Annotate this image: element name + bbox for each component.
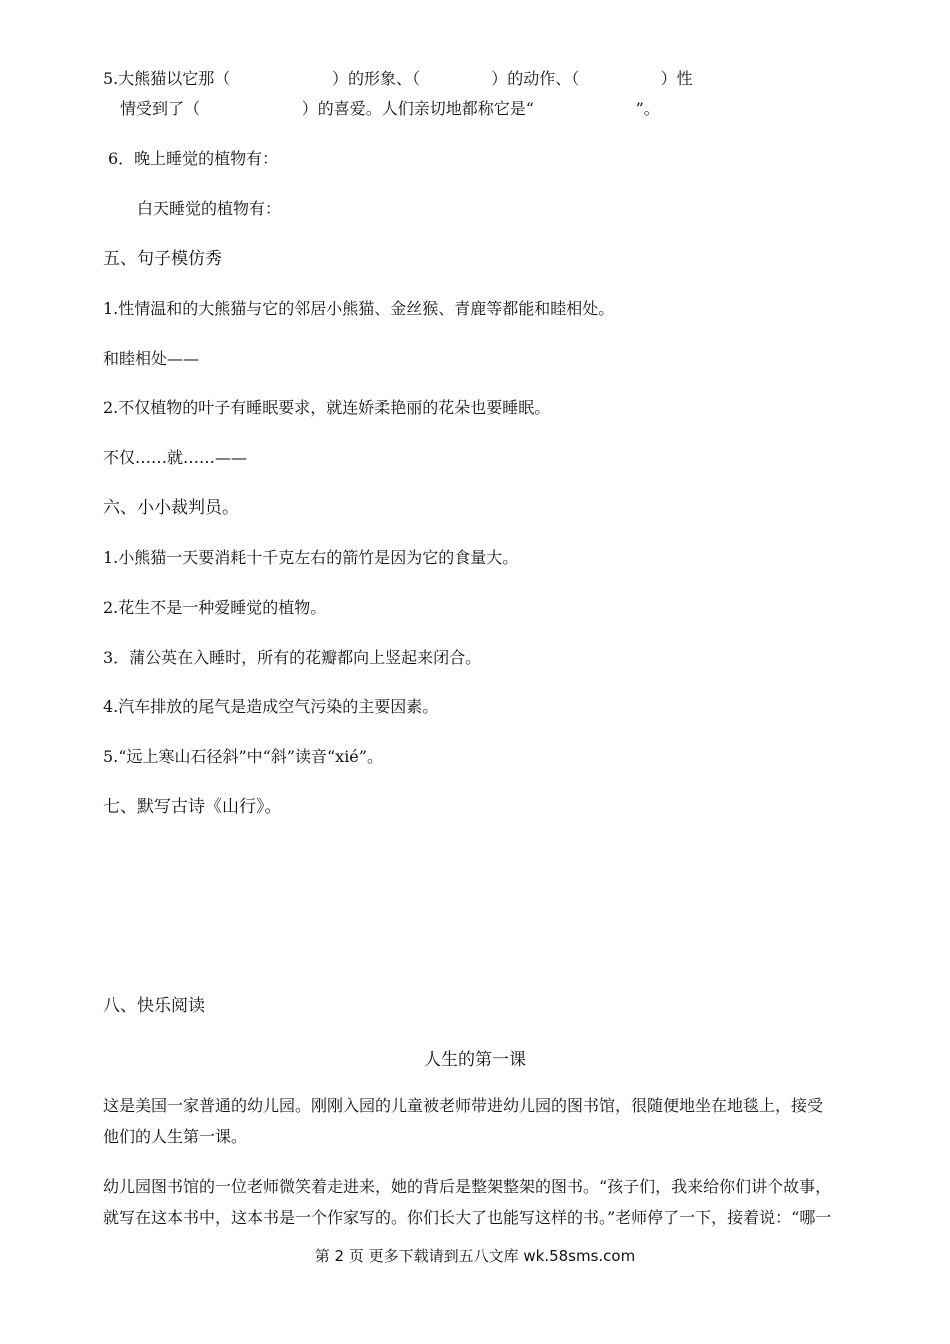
section8-heading: 八、快乐阅读 xyxy=(103,996,205,1016)
s5-sentence2: 2.不仅植物的叶子有睡眠要求，就连娇柔艳丽的花朵也要睡眠。 xyxy=(103,398,551,417)
q4-item6-day: 白天睡觉的植物有： xyxy=(137,199,282,218)
s6-item-5: 5.“远上寒山石径斜”中“斜”读音“xié”。 xyxy=(103,747,383,766)
reading-p2-line2: 就写在这本书中，这本书是一个作家写的。你们长大了也能写这样的书。”老师停了一下，接着说：“哪一 xyxy=(103,1208,832,1227)
q4-item5-line2: 情受到了（ ）的喜爱。人们亲切地都称它是“ ”。 xyxy=(120,99,660,118)
reading-title: 人生的第一课 xyxy=(424,1050,526,1070)
q4-item5-line1: 5.大熊猫以它那（ ）的形象、（ ）的动作、（ ）性 xyxy=(103,69,693,88)
reading-p1-line1: 这是美国一家普通的幼儿园。刚刚入园的儿童被老师带进幼儿园的图书馆，很随便地坐在地毯上，接受 xyxy=(103,1096,824,1115)
reading-p2-line1: 幼儿园图书馆的一位老师微笑着走进来，她的背后是整架整架的图书。“孩子们，我来给你们讲个故事， xyxy=(103,1177,832,1196)
q4-item6-night: 6．晚上睡觉的植物有： xyxy=(108,149,279,168)
reading-p1-line2: 他们的人生第一课。 xyxy=(103,1127,248,1146)
s6-item-2: 2.花生不是一种爱睡觉的植物。 xyxy=(103,598,327,617)
s5-prompt1: 和睦相处—— xyxy=(103,349,200,368)
s5-prompt2: 不仅……就……—— xyxy=(103,448,248,467)
s5-sentence1: 1.性情温和的大熊猫与它的邻居小熊猫、金丝猴、青鹿等都能和睦相处。 xyxy=(103,299,615,318)
section6-heading: 六、小小裁判员。 xyxy=(103,498,239,518)
section5-heading: 五、句子模仿秀 xyxy=(103,249,222,269)
section7-heading: 七、默写古诗《山行》。 xyxy=(103,797,282,817)
page-footer: 第 2 页 更多下载请到五八文库 wk.58sms.com xyxy=(314,1247,636,1265)
s6-item-3: 3．蒲公英在入睡时，所有的花瓣都向上竖起来闭合。 xyxy=(103,648,482,667)
s6-item-1: 1.小熊猫一天要消耗十千克左右的箭竹是因为它的食量大。 xyxy=(103,548,519,567)
s6-item-4: 4.汽车排放的尾气是造成空气污染的主要因素。 xyxy=(103,697,439,716)
